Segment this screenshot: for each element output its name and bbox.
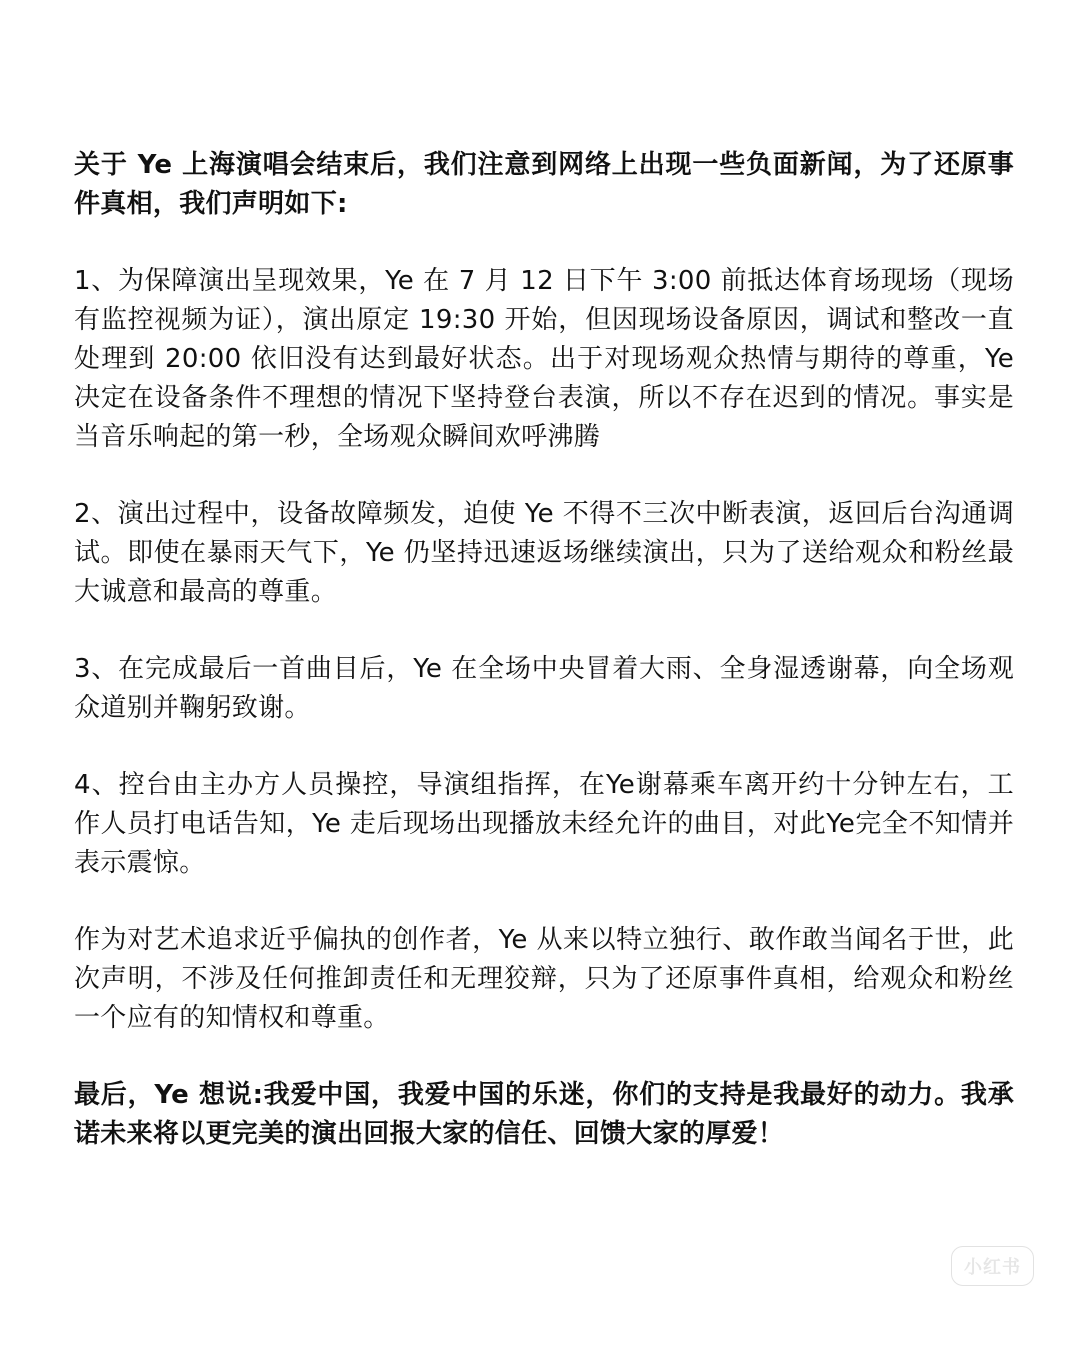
intro-paragraph: 关于 Ye 上海演唱会结束后，我们注意到网络上出现一些负面新闻，为了还原事件真相，我们声明如下: — [74, 150, 1014, 219]
paragraph-gap — [74, 224, 1014, 262]
closing-paragraph: 最后，Ye 想说:我爱中国，我爱中国的乐迷，你们的支持是我最好的动力。我承诺未来将以更完美的演出回报大家的信任、回馈大家的厚爱！ — [74, 1080, 1014, 1149]
point-2-paragraph: 2、演出过程中，设备故障频发，迫使 Ye 不得不三次中断表演，返回后台沟通调试。即使在暴雨天气下，Ye 仍坚持迅速返场继续演出，只为了送给观众和粉丝最大诚意和最高的尊重。 — [74, 499, 1014, 607]
statement-document — [74, 146, 1014, 1154]
point-1-paragraph: 1、为保障演出呈现效果，Ye 在 7 月 12 日下午 3:00 前抵达体育场现场（现场有监控视频为证），演出原定 19:30 开始，但因现场设备原因，调试和整改一直处理到 20:00 依旧没有达到最好状态。出于对现场观众热情与期待的尊重，Ye 决定在设备条件不理想的情况下坚持登台表演，所以不存在迟到的情况。事实是当音乐响起的第一秒，全场观众瞬间欢呼沸腾 — [74, 266, 1014, 452]
paragraph-gap — [74, 883, 1014, 921]
paragraph-gap — [74, 457, 1014, 495]
xiaohongshu-watermark: 小红书 — [951, 1246, 1034, 1286]
artist-statement-paragraph: 作为对艺术追求近乎偏执的创作者，Ye 从来以特立独行、敢作敢当闻名于世，此次声明，不涉及任何推卸责任和无理狡辩，只为了还原事件真相，给观众和粉丝一个应有的知情权和尊重。 — [74, 925, 1014, 1033]
paragraph-gap — [74, 1038, 1014, 1076]
point-3-paragraph: 3、在完成最后一首曲目后，Ye 在全场中央冒着大雨、全身湿透谢幕，向全场观众道别并鞠躬致谢。 — [74, 654, 1014, 723]
point-4-paragraph: 4、控台由主办方人员操控，导演组指挥，在Ye谢幕乘车离开约十分钟左右，工作人员打电话告知，Ye 走后现场出现播放未经允许的曲目，对此Ye完全不知情并表示震惊。 — [74, 770, 1014, 878]
paragraph-gap — [74, 612, 1014, 650]
paragraph-gap — [74, 728, 1014, 766]
